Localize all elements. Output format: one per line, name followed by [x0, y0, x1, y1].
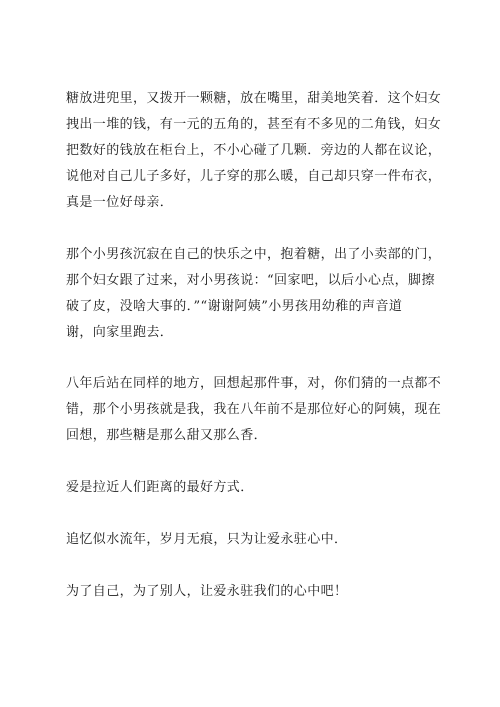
paragraph-line: 爱是拉近人们距离的最好方式．: [66, 480, 254, 495]
paragraph-line: 那个小男孩沉寂在自己的快乐之中，抱着糖，出了小卖部的门，: [66, 247, 442, 262]
paragraph-line: 把数好的钱放在柜台上，不小心碰了几颗．旁边的人都在议论，: [66, 143, 442, 158]
paragraph-6: [66, 579, 446, 605]
paragraph-line: 追忆似水流年，岁月无痕，只为让爱永驻心中．: [66, 532, 348, 547]
paragraph-line: 那个妇女跟了过来，对小男孩说：“回家吧，以后小心点，脚擦: [66, 273, 435, 288]
paragraph-5: [66, 527, 446, 553]
paragraph-2: [66, 242, 446, 346]
paragraph-line: 拽出一堆的钱，有一元的五角的，甚至有不多见的二角钱，妇女: [66, 117, 442, 132]
paragraph-1: [66, 86, 446, 216]
paragraph-line: 破了皮，没啥大事的．”“谢谢阿姨”小男孩用幼稚的声音道: [66, 299, 403, 314]
paragraph-line: 谢，向家里跑去．: [66, 325, 174, 340]
paragraph-line: 说他对自己儿子多好，儿子穿的那么暖，自己却只穿一件布衣，: [66, 169, 442, 184]
paragraph-line: 真是一位好母亲．: [66, 195, 174, 210]
paragraph-4: [66, 475, 446, 501]
paragraph-line: 八年后站在同样的地方，回想起那件事，对，你们猜的一点都不: [66, 376, 442, 391]
paragraph-line: 错，那个小男孩就是我，我在八年前不是那位好心的阿姨，现在: [66, 402, 442, 417]
paragraph-3: [66, 371, 446, 449]
paragraph-line: 糖放进兜里，又拨开一颗糖，放在嘴里，甜美地笑着．这个妇女: [66, 91, 442, 106]
paragraph-line: 为了自己，为了别人，让爱永驻我们的心中吧！: [66, 584, 348, 599]
paragraph-line: 回想，那些糖是那么甜又那么香．: [66, 428, 268, 443]
